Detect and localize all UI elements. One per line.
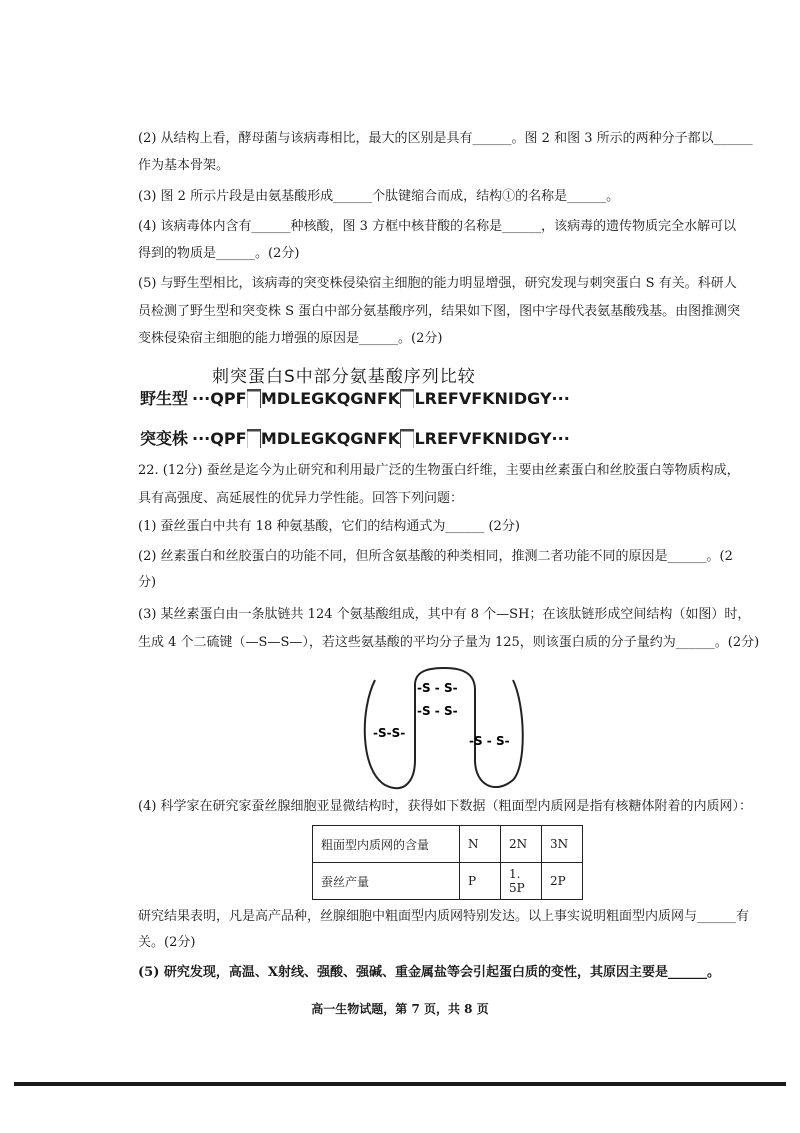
mutant-label: 突变株: [140, 429, 189, 448]
q2-line2: 作为基本骨架。: [138, 158, 230, 173]
bottom-rule: [14, 1082, 786, 1086]
q22-5-line: (5) 研究发现，高温、X射线、强酸、强碱、重金属盐等会引起蛋白质的变性，其原因主要是______。: [138, 965, 720, 980]
disulfide-bond-label: -S - S-: [469, 734, 510, 748]
q22-4-line: (4) 科学家在研究家蚕丝腺细胞亚显微结构时，获得如下数据（粗面型内质网是指有核糖体附着的内质网）：: [138, 799, 753, 814]
page-footer: 高一生物试题，第 7 页，共 8 页: [311, 1002, 489, 1016]
wild-type-sequence: 野生型 ···QPF▇MDLEGKQGNFK▇LREFVFKNIDGY···: [140, 389, 570, 408]
row-header: 蚕丝产量: [313, 863, 460, 900]
table-row: [313, 863, 583, 900]
er-data-table: [312, 825, 583, 900]
q5-line1: (5) 与野生型相比，该病毒的突变株侵染宿主细胞的能力明显增强，研究发现与刺突蛋白 S 有关。科研人: [138, 276, 737, 291]
table-cell: 2N: [501, 826, 542, 863]
q22-line2: 具有高强度、高延展性的优异力学性能。回答下列问题：: [138, 491, 464, 506]
q2-line1: (2) 从结构上看，酵母菌与该病毒相比，最大的区别是具有______。图 2 和图 3 所示的两种分子都以______: [138, 131, 753, 146]
residue-marker: ▇: [247, 389, 260, 408]
q22-3-line2: 生成 4 个二硫键（—S—S—），若这些氨基酸的平均分子量为 125，则该蛋白质的分子量约为______。(2分): [138, 635, 760, 650]
table-cell: 2P: [542, 863, 583, 900]
table-row: [313, 826, 583, 863]
q5-line3: 变株侵染宿主细胞的能力增强的原因是______。(2分): [138, 331, 443, 346]
disulfide-diagram: [355, 660, 535, 795]
conclusion-line2: 关。(2分): [138, 935, 196, 950]
q4-line2: 得到的物质是______。(2分): [138, 246, 300, 261]
q3-line: (3) 图 2 所示片段是由氨基酸形成______个肽键缩合而成，结构①的名称是______。: [138, 189, 620, 204]
disulfide-bond-label: -S-S-: [373, 726, 406, 740]
q22-2-line1: (2) 丝素蛋白和丝胶蛋白的功能不同，但所含氨基酸的种类相同，推测二者功能不同的原因是______。(2: [138, 549, 733, 564]
table-cell: P: [460, 863, 501, 900]
q22-line1: 22. (12分) 蚕丝是迄今为止研究和利用最广泛的生物蛋白纤维，主要由丝素蛋白和丝胶蛋白等物质构成，: [138, 463, 740, 478]
wild-type-label: 野生型: [140, 389, 189, 408]
row-header: 粗面型内质网的含量: [313, 826, 460, 863]
residue-marker: ▇: [247, 429, 260, 448]
sequence-title: 刺突蛋白S中部分氨基酸序列比较: [212, 367, 476, 387]
table-cell: N: [460, 826, 501, 863]
q22-1-line: (1) 蚕丝蛋白中共有 18 种氨基酸，它们的结构通式为______ (2分): [138, 519, 520, 534]
disulfide-bond-label: -S - S-: [417, 704, 458, 718]
residue-marker: ▇: [401, 389, 414, 408]
q22-2-line2: 分): [138, 575, 157, 590]
table-cell: 1. 5P: [501, 863, 542, 900]
disulfide-bond-label: -S - S-: [417, 681, 458, 695]
mutant-sequence: 突变株 ···QPF▇MDLEGKQGNFK▇LREFVFKNIDGY···: [140, 429, 570, 448]
residue-marker: ▇: [401, 429, 414, 448]
table-cell: 3N: [542, 826, 583, 863]
q4-line1: (4) 该病毒体内含有______种核酸，图 3 方框中核苷酸的名称是______，该病毒的遗传物质完全水解可以: [138, 219, 737, 234]
conclusion-line1: 研究结果表明，凡是高产品种，丝腺细胞中粗面型内质网特别发达。以上事实说明粗面型内质网与______有: [138, 909, 750, 924]
q5-line2: 员检测了野生型和突变株 S 蛋白中部分氨基酸序列，结果如下图，图中字母代表氨基酸残基。由图推测突: [138, 304, 741, 319]
q22-3-line1: (3) 某丝素蛋白由一条肽链共 124 个氨基酸组成，其中有 8 个—SH；在该肽链形成空间结构（如图）时，: [138, 607, 751, 622]
